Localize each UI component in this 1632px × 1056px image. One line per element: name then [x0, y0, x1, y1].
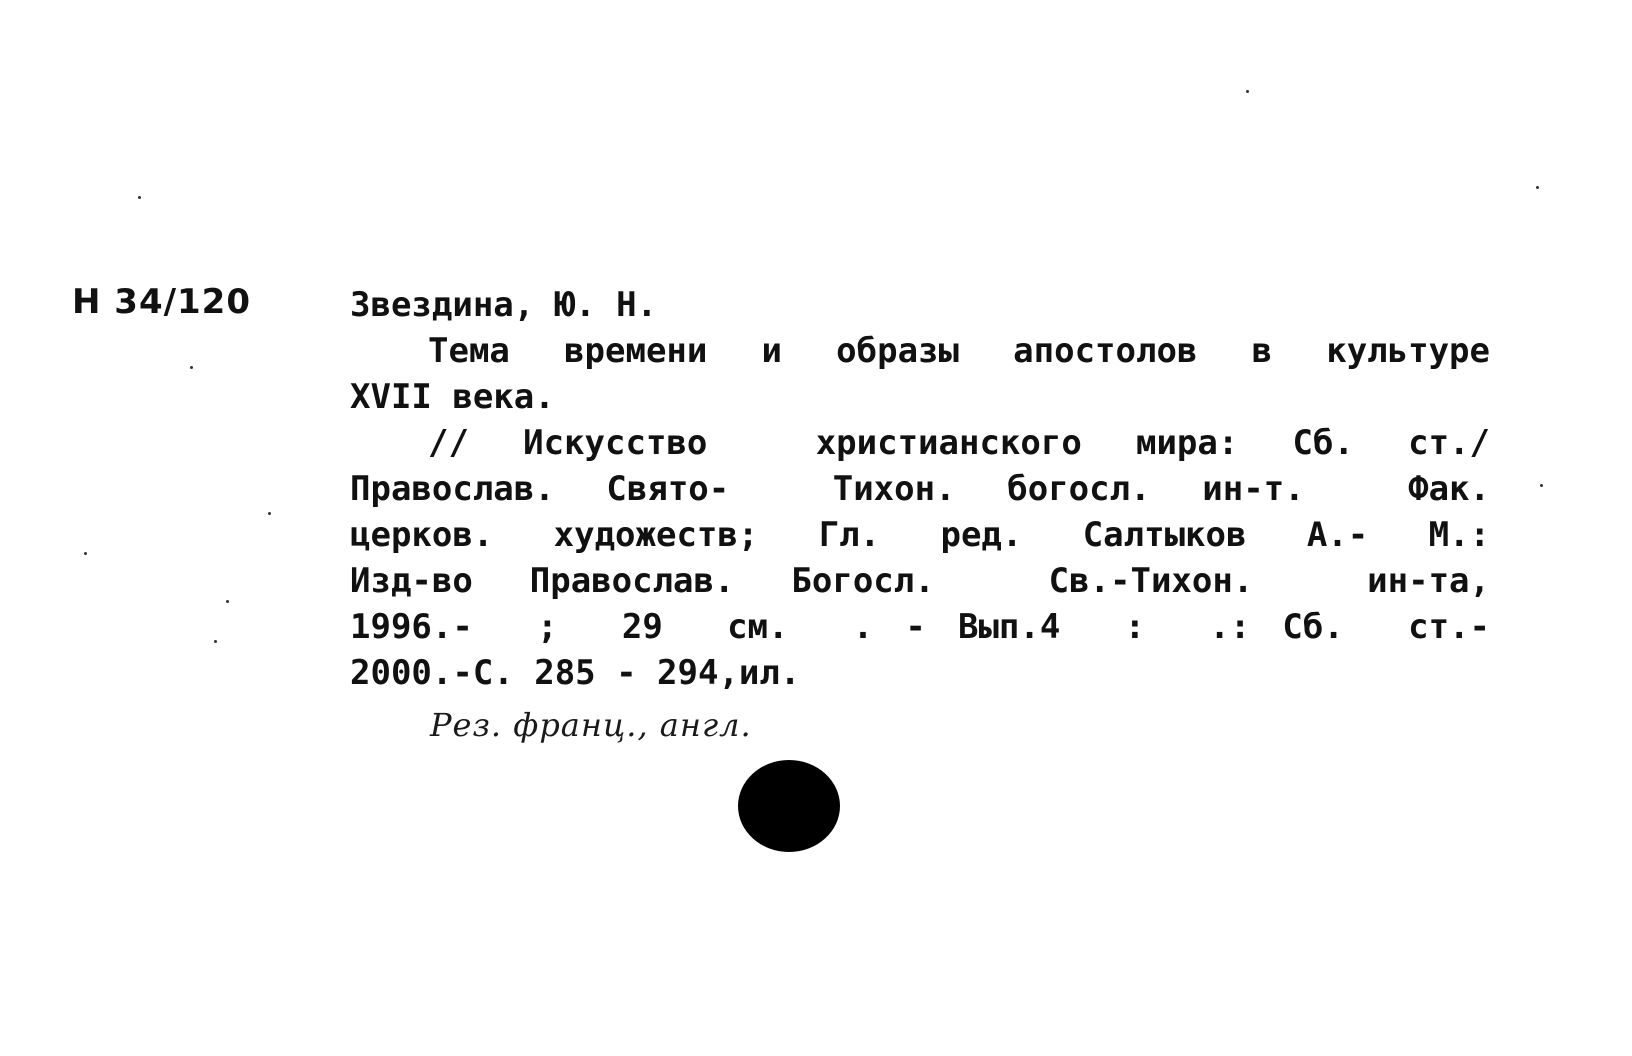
- scan-speck: [1536, 186, 1539, 189]
- source-line-5: 1996.- ; 29 см. . - Вып.4 : .: Сб. ст.-: [350, 607, 1490, 647]
- author-line: Звездина, Ю. Н.: [350, 285, 658, 325]
- source-line-3: церков. художеств; Гл. ред. Салтыков А.- М.:: [350, 515, 1490, 555]
- scan-speck: [226, 600, 229, 603]
- scan-speck: [1246, 90, 1249, 93]
- bibliographic-entry: [350, 282, 1490, 696]
- scan-speck: [268, 512, 271, 515]
- source-line-6: 2000.-С. 285 - 294,ил.: [350, 653, 801, 693]
- handwritten-note: Рез. франц., англ.: [430, 706, 752, 744]
- source-line-4: Изд-во Православ. Богосл. Св.-Тихон. ин-та,: [350, 561, 1490, 601]
- shelf-mark: Н 34/120: [72, 282, 251, 322]
- title-line-2: XVII века.: [350, 377, 555, 417]
- source-line-1: // Искусство христианского мира: Сб. ст./: [428, 423, 1490, 463]
- scan-speck: [138, 196, 141, 199]
- scan-speck: [1540, 484, 1543, 487]
- title-line-1: Тема времени и образы апостолов в культуре: [428, 331, 1490, 371]
- scan-speck: [214, 640, 217, 643]
- scan-speck: [190, 366, 193, 369]
- punch-hole: [738, 760, 840, 852]
- source-line-2: Православ. Свято- Тихон. богосл. ин-т. Фак.: [350, 469, 1490, 509]
- scan-speck: [84, 552, 87, 555]
